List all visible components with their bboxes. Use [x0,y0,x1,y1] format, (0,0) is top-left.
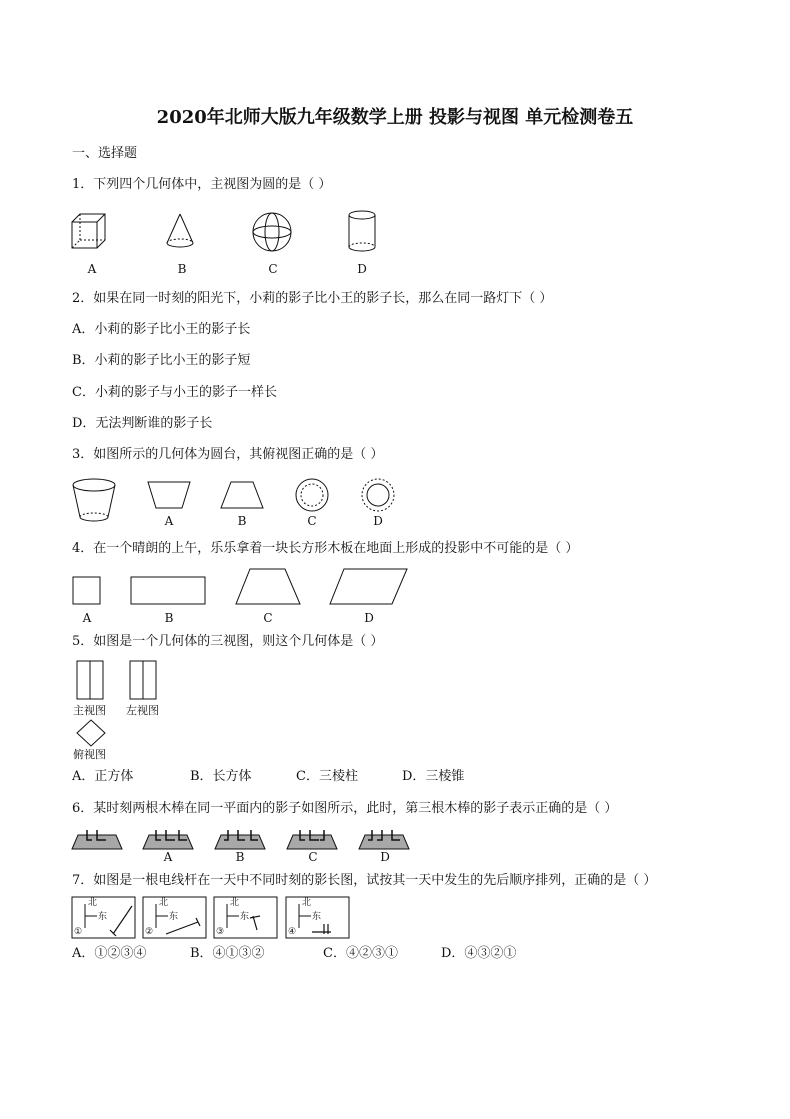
q6-label-c: C [308,850,318,864]
q4-label-b: B [164,611,174,625]
q6-label-b: B [235,850,245,864]
q3-label-a: A [164,514,174,528]
question-4-stem: 4．在一个晴朗的上午，乐乐拿着一块长方形木板在地面上形成的投影中不可能的是（ ） [72,541,579,556]
question-7-stem: 7．如图是一根电线杆在一天中不同时刻的影长图，试按其一天中发生的先后顺序排列，正确的是（ ） [72,873,657,888]
q1-label-d: D [357,262,367,276]
q7-option-b: B．④①③② [190,946,265,961]
q7-east-1: 东 [98,912,108,922]
q5-option-b: B．长方体 [190,769,252,784]
q5-option-c: C．三棱柱 [296,769,358,784]
q1-label-b: B [177,262,187,276]
question-6-stem: 6．某时刻两根木棒在同一平面内的影子如图所示，此时，第三根木棒的影子表示正确的是（ ） [72,801,618,816]
q6-label-d: D [380,850,390,864]
top-view-label: 俯视图 [73,748,106,761]
q7-num-1: ① [74,927,83,937]
q5-option-a: A．正方体 [72,769,134,784]
question-3-stem: 3．如图所示的几何体为圆台，其俯视图正确的是（ ） [72,447,384,462]
page-title: 2020年北师大版九年级数学上册 投影与视图 单元检测卷五 [156,107,634,128]
q4-label-d: D [364,611,374,625]
q3-label-d: D [373,514,383,528]
q4-label-c: C [263,611,273,625]
q7-north-4: 北 [302,898,312,908]
q7-east-2: 东 [169,912,179,922]
q2-option-a: A．小莉的影子比小王的影子长 [72,322,251,337]
q4-label-a: A [82,611,92,625]
question-1-stem: 1．下列四个几何体中，主视图为圆的是（ ） [72,177,332,192]
q7-north-3: 北 [230,898,240,908]
q7-north-1: 北 [88,898,98,908]
q7-option-c: C．④②③① [323,946,398,961]
q7-num-3: ③ [216,927,225,937]
q3-label-b: B [237,514,247,528]
q7-num-2: ② [145,927,154,937]
front-view-label: 主视图 [73,704,106,717]
q7-north-2: 北 [159,898,169,908]
question-2-stem: 2．如果在同一时刻的阳光下，小莉的影子比小王的影子长，那么在同一路灯下（ ） [72,291,553,306]
q7-east-3: 东 [240,912,250,922]
q1-label-c: C [268,262,278,276]
q7-option-a: A．①②③④ [72,946,147,961]
q2-option-c: C．小莉的影子与小王的影子一样长 [72,385,277,400]
side-view-label: 左视图 [126,704,159,717]
q6-label-a: A [163,850,173,864]
q3-label-c: C [307,514,317,528]
q5-option-d: D．三棱锥 [402,769,465,784]
q7-east-4: 东 [312,912,322,922]
q2-option-d: D．无法判断谁的影子长 [72,416,213,431]
q7-option-d: D．④③②① [441,946,517,961]
q2-option-b: B．小莉的影子比小王的影子短 [72,353,251,368]
q7-num-4: ④ [288,927,297,937]
q1-label-a: A [87,262,97,276]
section-heading: 一、选择题 [72,146,138,161]
question-5-stem: 5．如图是一个几何体的三视图，则这个几何体是（ ） [72,634,384,649]
